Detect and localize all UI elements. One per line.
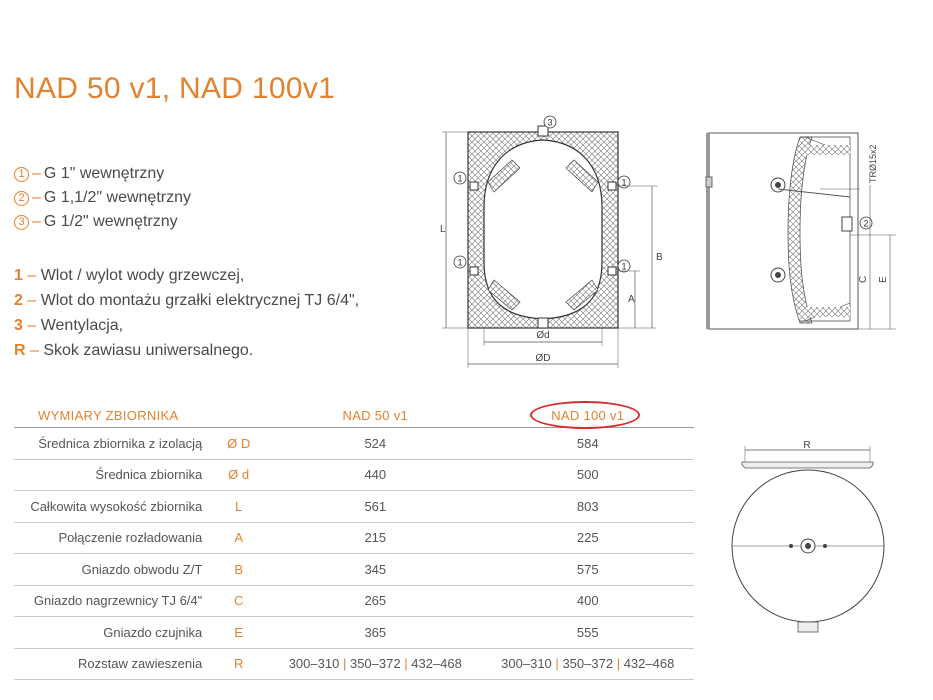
dim-label-B: B — [656, 252, 663, 263]
value-nad100: 584 — [482, 428, 694, 460]
value-nad100: 803 — [482, 491, 694, 523]
legend-list — [14, 263, 359, 363]
legend-text: Wentylacja, — [40, 317, 124, 334]
table-row — [14, 428, 694, 460]
legend-item — [14, 288, 359, 313]
range-separator: | — [404, 656, 408, 672]
row-symbol: C — [208, 585, 269, 617]
mounting-bracket — [742, 462, 873, 468]
dim-label-A: A — [628, 294, 635, 305]
row-label: Średnica zbiornika z izolacją — [14, 428, 208, 460]
row-symbol: R — [208, 648, 269, 680]
range-separator: | — [555, 656, 559, 672]
row-symbol: L — [208, 491, 269, 523]
tank-top-view-diagram — [725, 432, 895, 644]
legend-text: Wlot / wylot wody grzewczej, — [40, 267, 245, 284]
connection-dash: – — [32, 165, 41, 182]
column-heading-nad50: NAD 50 v1 — [269, 403, 481, 428]
callout-1: 1 — [457, 257, 463, 268]
connection-number: 2 — [14, 191, 29, 206]
connection-item — [14, 210, 191, 234]
row-label: Całkowita wysokość zbiornika — [14, 491, 208, 523]
connection-text: G 1,1/2" wewnętrzny — [43, 189, 191, 206]
value-nad100 — [482, 648, 694, 680]
table-row — [14, 554, 694, 586]
callout-1: 1 — [621, 261, 627, 272]
range-value: 300–310 — [501, 656, 552, 672]
value-nad100: 225 — [482, 522, 694, 554]
highlight-circle — [530, 401, 640, 429]
range-value: 350–372 — [562, 656, 614, 672]
row-symbol: Ø D — [208, 428, 269, 460]
dim-label-R: R — [803, 440, 811, 451]
callout-3: 3 — [547, 117, 553, 128]
range-separator: | — [616, 656, 621, 672]
row-symbol: Ø d — [208, 459, 269, 491]
tank-front-section-diagram — [430, 112, 670, 374]
legend-item — [14, 338, 359, 363]
row-label: Gniazdo czujnika — [14, 617, 208, 649]
dim-label-L: L — [440, 224, 446, 235]
connection-dash: – — [32, 189, 41, 206]
callout-1: 1 — [457, 173, 463, 184]
value-nad50 — [269, 648, 481, 680]
tank-body — [708, 133, 858, 329]
legend-item — [14, 263, 359, 288]
connection-dash: – — [32, 213, 41, 230]
row-symbol: A — [208, 522, 269, 554]
tank-side-view-diagram — [700, 125, 900, 335]
connection-text: G 1" wewnętrzny — [43, 165, 165, 182]
legend-text: Wlot do montażu grzałki elektrycznej TJ 6/4", — [40, 292, 360, 309]
connection-number: 1 — [14, 167, 29, 182]
value-nad50: 524 — [269, 428, 481, 460]
legend-item — [14, 313, 359, 338]
range-value: 350–372 — [349, 656, 401, 672]
table-row — [14, 648, 694, 680]
value-nad50: 365 — [269, 617, 481, 649]
page-title: NAD 50 v1, NAD 100v1 — [14, 72, 336, 105]
legend-key: R — [14, 342, 26, 359]
table-row — [14, 491, 694, 523]
value-nad100: 500 — [482, 459, 694, 491]
legend-text: Skok zawiasu uniwersalnego. — [43, 342, 254, 359]
connection-item — [14, 162, 191, 186]
legend-key: 1 — [14, 267, 23, 284]
row-symbol: B — [208, 554, 269, 586]
table-row — [14, 522, 694, 554]
row-label: Gniazdo nagrzewnicy TJ 6/4" — [14, 585, 208, 617]
connection-text: G 1/2" wewnętrzny — [43, 213, 178, 230]
value-nad50: 345 — [269, 554, 481, 586]
legend-dash: – — [25, 342, 44, 359]
connection-item — [14, 186, 191, 210]
range-value: 432–468 — [623, 656, 675, 672]
callout-2: 2 — [863, 218, 869, 229]
value-nad50: 561 — [269, 491, 481, 523]
range-separator: | — [342, 656, 347, 672]
range-value: 432–468 — [411, 656, 462, 672]
dim-label-d: Ød — [536, 330, 550, 341]
table-row — [14, 459, 694, 491]
legend-dash: – — [22, 292, 41, 309]
legend-key: 2 — [14, 292, 23, 309]
value-nad50: 265 — [269, 585, 481, 617]
row-symbol: E — [208, 617, 269, 649]
value-nad100: 575 — [482, 554, 694, 586]
row-label: Gniazdo obwodu Z/T — [14, 554, 208, 586]
value-nad50: 215 — [269, 522, 481, 554]
dimensions-table — [14, 403, 694, 680]
row-label: Rozstaw zawieszenia — [14, 648, 208, 680]
value-nad50: 440 — [269, 459, 481, 491]
legend-key: 3 — [14, 317, 23, 334]
table-section-heading: WYMIARY ZBIORNIKA — [14, 403, 269, 428]
range-value: 300–310 — [288, 656, 340, 672]
value-nad100: 555 — [482, 617, 694, 649]
connection-list — [14, 162, 191, 234]
value-nad100: 400 — [482, 585, 694, 617]
column-heading-nad100: NAD 100 v1 — [482, 403, 694, 428]
dim-label-D: ØD — [535, 353, 551, 364]
thread-label: TRØ15x2 — [868, 144, 878, 183]
row-label: Połączenie rozładowania — [14, 522, 208, 554]
connection-number: 3 — [14, 215, 29, 230]
dim-label-E: E — [878, 276, 889, 283]
legend-dash: – — [22, 267, 41, 284]
table-row — [14, 617, 694, 649]
legend-dash: – — [22, 317, 41, 334]
row-label: Średnica zbiornika — [14, 459, 208, 491]
callout-1: 1 — [621, 177, 627, 188]
table-row — [14, 585, 694, 617]
dim-label-C: C — [858, 275, 869, 283]
